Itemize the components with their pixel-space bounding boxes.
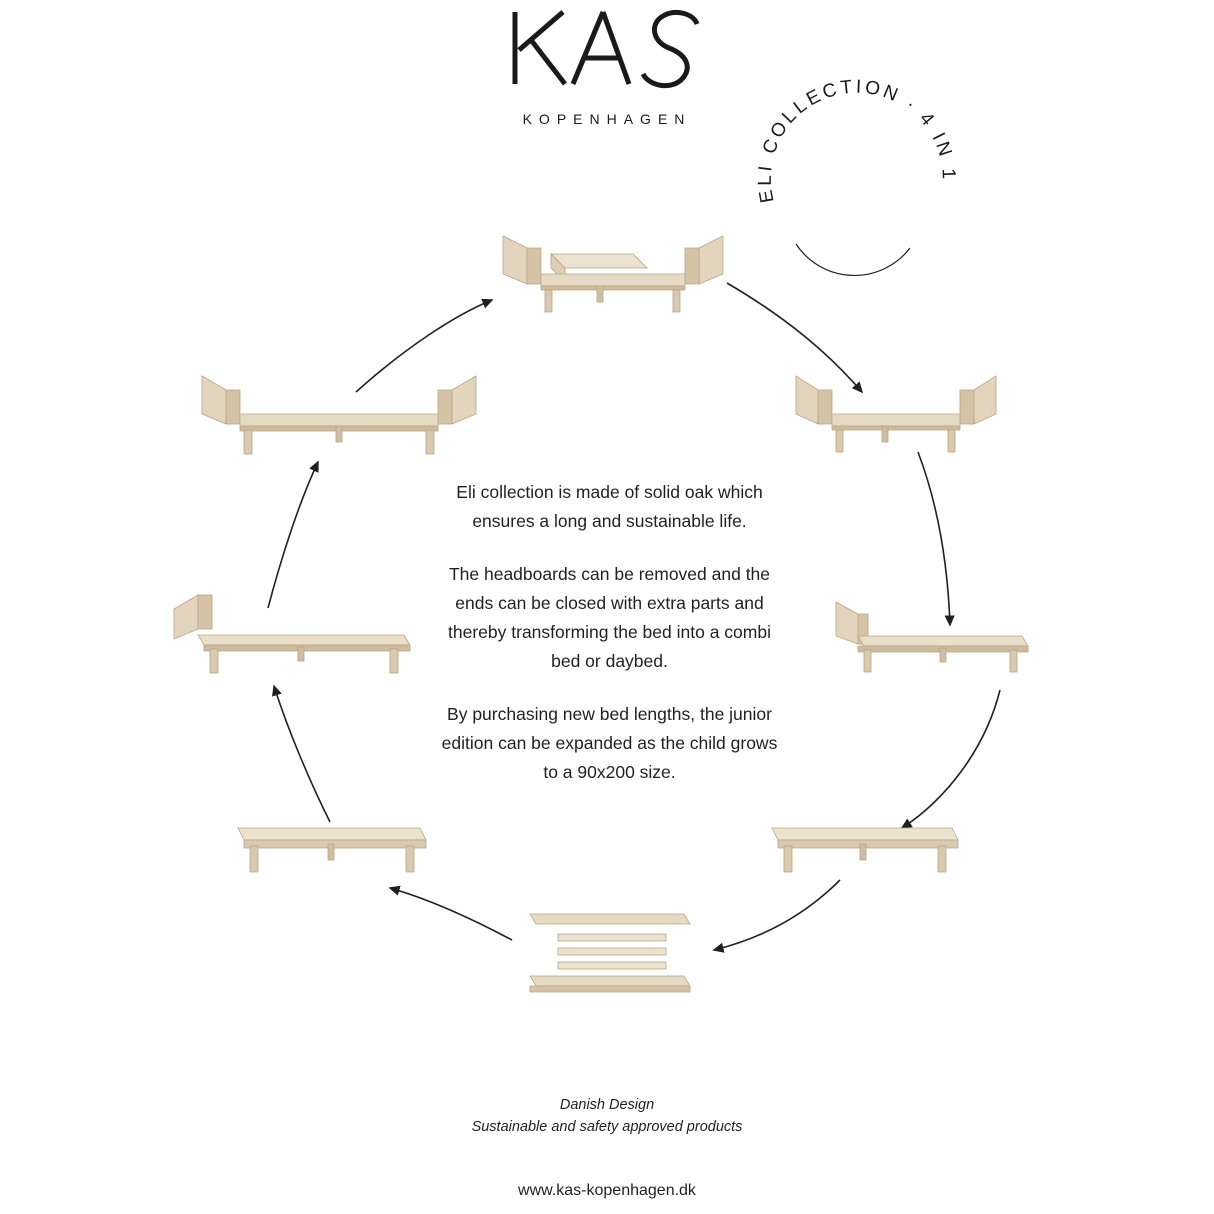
- arrow-bottom-to-left-lower: [390, 888, 512, 940]
- brand-block: [0, 8, 1214, 127]
- bed-right-lower: [762, 818, 962, 884]
- copy-paragraph-1: Eli collection is made of solid oak which ensures a long and sustainable life.: [456, 482, 763, 531]
- footer-tagline: [0, 1094, 1214, 1138]
- arrow-right-mid-to-right-lower: [902, 690, 1000, 828]
- bed-left-upper: [196, 368, 482, 460]
- copy-paragraph-2: The headboards can be removed and the ends can be closed with extra parts and thereby transforming the bed into a combi bed or daybed.: [448, 564, 771, 671]
- bed-right-upper: [790, 370, 1002, 456]
- brand-logo: [507, 8, 707, 101]
- kas-logo-icon: [507, 8, 707, 90]
- bed-left-lower: [228, 818, 434, 884]
- bed-top: [497, 228, 729, 318]
- footer-website[interactable]: www.kas-kopenhagen.dk: [518, 1182, 696, 1199]
- arrow-right-lower-to-bottom: [714, 880, 840, 950]
- brand-tagline: KOPENHAGEN: [522, 111, 692, 127]
- arrow-left-lower-to-left-mid: [274, 686, 330, 822]
- bed-bottom-parts: [524, 908, 696, 1004]
- footer-line-2: Sustainable and safety approved products: [471, 1119, 743, 1135]
- bed-right-mid: [810, 592, 1034, 676]
- badge-label: ELI COLLECTION · 4 IN 1: [754, 76, 960, 205]
- bed-left-mid: [168, 585, 424, 673]
- description-copy: [437, 478, 782, 787]
- footer-line-1: Danish Design: [559, 1097, 655, 1113]
- copy-paragraph-3: By purchasing new bed lengths, the junior edition can be expanded as the child grows to a 90x200 size.: [441, 704, 778, 782]
- eli-collection-badge: [754, 76, 960, 296]
